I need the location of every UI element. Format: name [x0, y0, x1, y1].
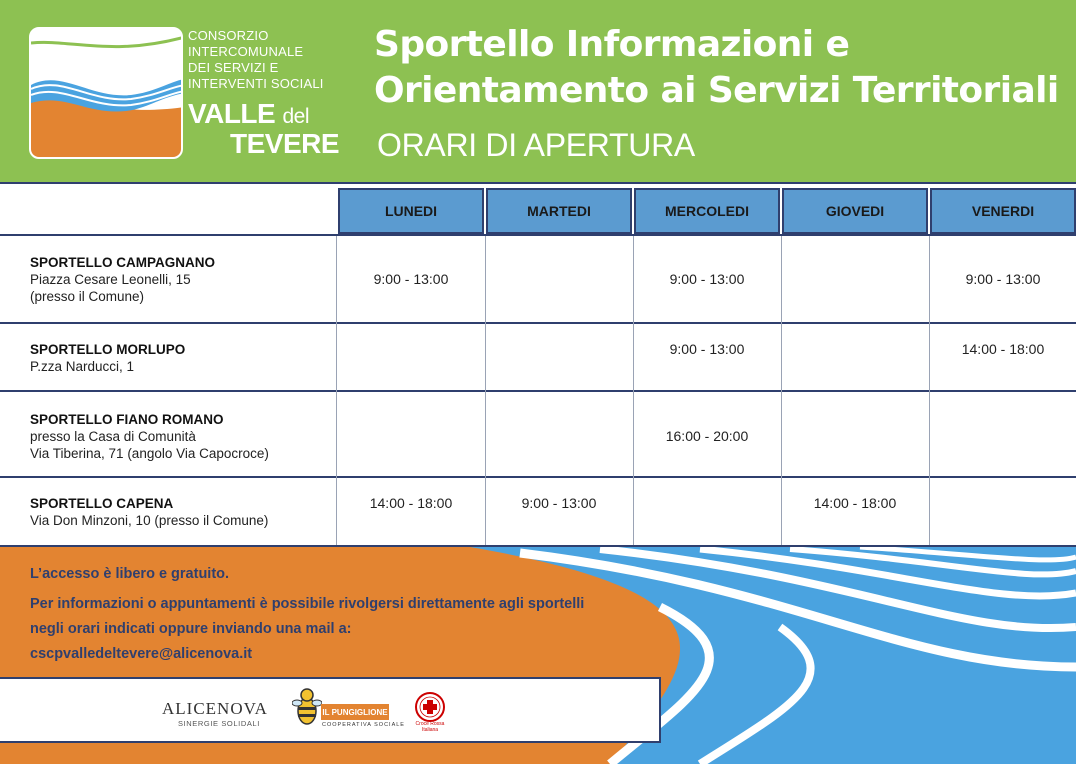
office-name: SPORTELLO MORLUPO: [30, 342, 186, 357]
row-divider: [0, 390, 1076, 392]
pungiglione-tagline: COOPERATIVA SOCIALE: [322, 722, 405, 728]
hours-cell: 9:00 - 13:00: [669, 271, 745, 287]
hours-cell: 14:00 - 18:00: [961, 341, 1045, 357]
office-address: Piazza Cesare Leonelli, 15: [30, 272, 191, 287]
logo-line: INTERVENTI SOCIALI: [188, 76, 324, 91]
page-margin: [1076, 0, 1083, 764]
red-cross-icon: [414, 691, 446, 723]
page-title-line1: Sportello Informazioni e: [374, 24, 850, 65]
row-divider: [0, 476, 1076, 478]
consortium-logo: [29, 27, 183, 159]
office-name: SPORTELLO CAMPAGNANO: [30, 255, 215, 270]
office-name: SPORTELLO CAPENA: [30, 496, 174, 511]
office-morlupo: [30, 341, 185, 375]
page-title-line2: Orientamento ai Servizi Territoriali: [374, 70, 1059, 111]
hours-cell: 9:00 - 13:00: [965, 271, 1041, 287]
hours-cell: 16:00 - 20:00: [665, 428, 749, 444]
page-subtitle: ORARI DI APERTURA: [377, 127, 695, 163]
logo-del-word: del: [282, 105, 310, 128]
consortium-name: [188, 28, 348, 159]
row-divider: [0, 322, 1076, 324]
info-text-line2: negli orari indicati oppure inviando una mail a:: [30, 621, 352, 637]
logo-line: INTERCOMUNALE: [188, 44, 304, 59]
day-header-tuesday: MARTEDI: [486, 188, 632, 234]
day-header-thursday: GIOVEDI: [782, 188, 928, 234]
office-fiano-romano: [30, 411, 269, 462]
office-capena: [30, 495, 268, 529]
info-text-line1: Per informazioni o appuntamenti è possibile rivolgersi direttamente agli sportelli: [30, 596, 585, 612]
logo-line: CONSORZIO: [188, 28, 269, 43]
hours-cell: 9:00 - 13:00: [373, 271, 449, 287]
logo-valle-word: VALLE: [188, 98, 276, 129]
day-header-friday: VENERDI: [930, 188, 1076, 234]
alicenova-logo: ALICENOVA: [162, 699, 268, 718]
logo-tevere-word: TEVERE: [230, 128, 340, 159]
sponsor-logos: [0, 677, 661, 743]
row-divider: [0, 234, 1076, 236]
header-banner: [0, 0, 1076, 182]
hours-cell: 9:00 - 13:00: [521, 495, 597, 511]
office-address: P.zza Narducci, 1: [30, 359, 135, 374]
bee-icon: [292, 685, 322, 731]
day-header-wednesday: MERCOLEDI: [634, 188, 780, 234]
free-access-note: L’accesso è libero e gratuito.: [30, 566, 230, 582]
office-address: Via Don Minzoni, 10 (presso il Comune): [30, 513, 269, 528]
river-logo-graphic: [31, 29, 183, 159]
logo-valle: [188, 100, 309, 131]
hours-cell: 9:00 - 13:00: [669, 341, 745, 357]
footer-banner: [0, 547, 1076, 764]
column-divider: [336, 236, 337, 545]
contact-email[interactable]: cscpvalledeltevere@alicenova.it: [30, 646, 253, 662]
logo-line: DEI SERVIZI E: [188, 60, 279, 75]
hours-cell: 14:00 - 18:00: [813, 495, 897, 511]
office-name: SPORTELLO FIANO ROMANO: [30, 412, 224, 427]
office-address: presso la Casa di Comunità: [30, 429, 196, 444]
hours-cell: 14:00 - 18:00: [369, 495, 453, 511]
pungiglione-logo: IL PUNGIGLIONE: [321, 704, 389, 720]
day-header-monday: LUNEDI: [338, 188, 484, 234]
office-address: (presso il Comune): [30, 289, 145, 304]
office-address: Via Tiberina, 71 (angolo Via Capocroce): [30, 446, 269, 461]
schedule-table: [0, 182, 1076, 547]
red-cross-label: Croce Rossa Italiana: [415, 721, 445, 733]
alicenova-tagline: SINERGIE SOLIDALI: [178, 719, 260, 728]
office-campagnano: [30, 254, 215, 305]
